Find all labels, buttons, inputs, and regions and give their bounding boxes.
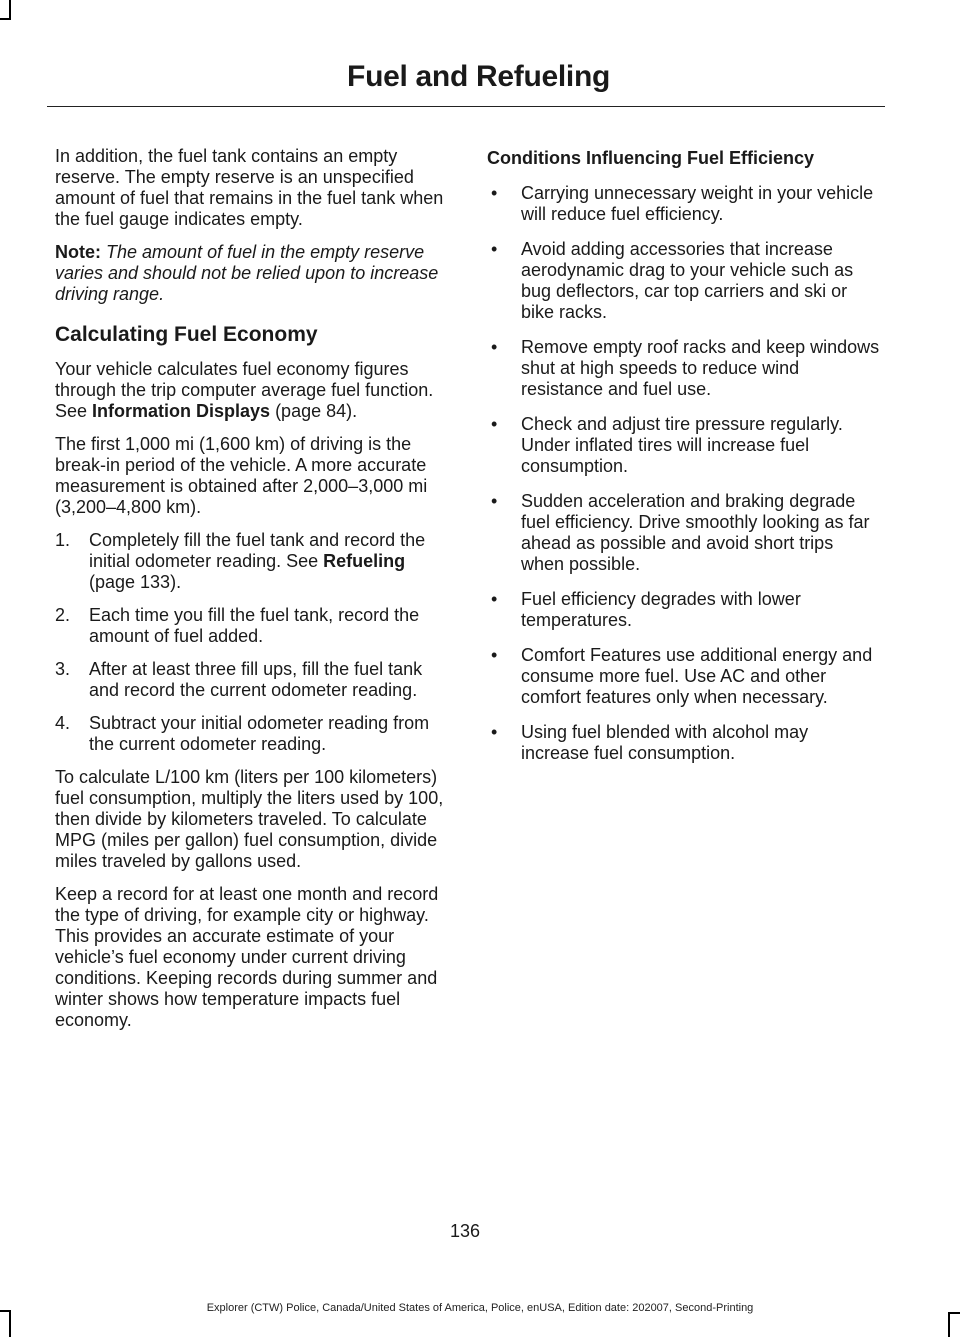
list-item xyxy=(487,589,881,631)
page-title: Fuel and Refueling xyxy=(347,60,610,93)
list-item xyxy=(487,491,881,575)
calc-page-ref: (page 84). xyxy=(270,401,358,421)
list-item xyxy=(487,722,881,764)
record-paragraph: Keep a record for at least one month and record the type of driving, for example city or highway. This provides an accurate estimate of your vehicle’s fuel economy under current driving conditions. Keeping records during summer and winter shows how temperature impacts fuel economy. xyxy=(55,884,439,1030)
left-column xyxy=(55,146,447,1043)
ref-information-displays[interactable]: Information Displays xyxy=(92,401,271,421)
page-number: 136 xyxy=(449,1221,481,1241)
note-paragraph xyxy=(55,242,447,305)
step-page-ref: (page 133). xyxy=(89,572,182,592)
calc-paragraph xyxy=(55,359,447,422)
list-item xyxy=(487,239,881,323)
crop-mark-bottom-left xyxy=(9,1310,11,1337)
footer-edition-info: Explorer (CTW) Police, Canada/United States of America, Police, enUSA, Edition date: 202007, Second-Printing xyxy=(206,1302,754,1314)
bullet-text: Using fuel blended with alcohol may increase fuel consumption. xyxy=(521,722,809,763)
list-item xyxy=(55,659,447,701)
bullet-text: Remove empty roof racks and keep windows shut at high speeds to reduce wind resistance and fuel use. xyxy=(521,337,880,399)
header-divider xyxy=(47,106,885,107)
calculation-paragraph: To calculate L/100 km (liters per 100 kilometers) fuel consumption, multiply the liters used by 100, then divide by kilometers traveled. To calculate MPG (miles per gallon) fuel consumption, divide miles traveled by gallons used. xyxy=(55,767,444,871)
right-column xyxy=(487,146,881,778)
bullet-text: Comfort Features use additional energy and consume more fuel. Use AC and other comfort features only when necessary. xyxy=(521,645,873,707)
list-item xyxy=(487,183,881,225)
bullet-text: Fuel efficiency degrades with lower temperatures. xyxy=(521,589,801,630)
list-item xyxy=(487,337,881,400)
step-number: 1. xyxy=(55,530,71,550)
bullet-icon: • xyxy=(491,239,498,259)
crop-mark-top-left-h xyxy=(0,18,11,20)
step-text: Completely fill the fuel tank and record the initial odometer reading. See xyxy=(89,530,426,571)
bullet-text: Sudden acceleration and braking degrade fuel efficiency. Drive smoothly looking as far ahead as possible and avoid short trips when possible. xyxy=(521,491,870,574)
list-item xyxy=(55,605,447,647)
note-text: The amount of fuel in the empty reserve varies and should not be relied upon to increase driving range. xyxy=(55,242,439,304)
step-text: After at least three fill ups, fill the fuel tank and record the current odometer reading. xyxy=(89,659,423,700)
section-heading-conditions: Conditions Influencing Fuel Efficiency xyxy=(487,148,815,168)
reserve-paragraph: In addition, the fuel tank contains an empty reserve. The empty reserve is an unspecified amount of fuel that remains in the fuel tank when the fuel gauge indicates empty. xyxy=(55,146,444,229)
list-item xyxy=(487,414,881,477)
calc-text: Your vehicle calculates fuel economy figures through the trip computer average fuel function. See xyxy=(55,359,434,421)
step-text: Each time you fill the fuel tank, record the amount of fuel added. xyxy=(89,605,420,646)
step-number: 4. xyxy=(55,713,71,733)
bullet-text: Avoid adding accessories that increase aerodynamic drag to your vehicle such as bug deflectors, car top carriers and ski or bike racks. xyxy=(521,239,854,322)
bullet-text: Carrying unnecessary weight in your vehicle will reduce fuel efficiency. xyxy=(521,183,874,224)
step-text: Subtract your initial odometer reading from the current odometer reading. xyxy=(89,713,430,754)
bullet-icon: • xyxy=(491,414,498,434)
bullet-text: Check and adjust tire pressure regularly. Under inflated tires will increase fuel consumption. xyxy=(521,414,843,476)
bullet-icon: • xyxy=(491,183,498,203)
conditions-list xyxy=(487,183,881,764)
ref-refueling[interactable]: Refueling xyxy=(323,551,406,571)
steps-list xyxy=(55,530,447,755)
list-item xyxy=(55,530,447,593)
crop-mark-bottom-right xyxy=(948,1312,950,1337)
crop-mark-top-left xyxy=(9,0,11,18)
step-number: 2. xyxy=(55,605,71,625)
section-heading-calculating: Calculating Fuel Economy xyxy=(55,323,318,346)
bullet-icon: • xyxy=(491,491,498,511)
step-number: 3. xyxy=(55,659,71,679)
list-item xyxy=(55,713,447,755)
note-label: Note: xyxy=(55,242,101,262)
bullet-icon: • xyxy=(491,645,498,665)
break-in-paragraph: The first 1,000 mi (1,600 km) of driving is the break-in period of the vehicle. A more accurate measurement is obtained after 2,000–3,000 mi (3,200–4,800 km). xyxy=(55,434,428,517)
bullet-icon: • xyxy=(491,337,498,357)
bullet-icon: • xyxy=(491,589,498,609)
bullet-icon: • xyxy=(491,722,498,742)
list-item xyxy=(487,645,881,708)
